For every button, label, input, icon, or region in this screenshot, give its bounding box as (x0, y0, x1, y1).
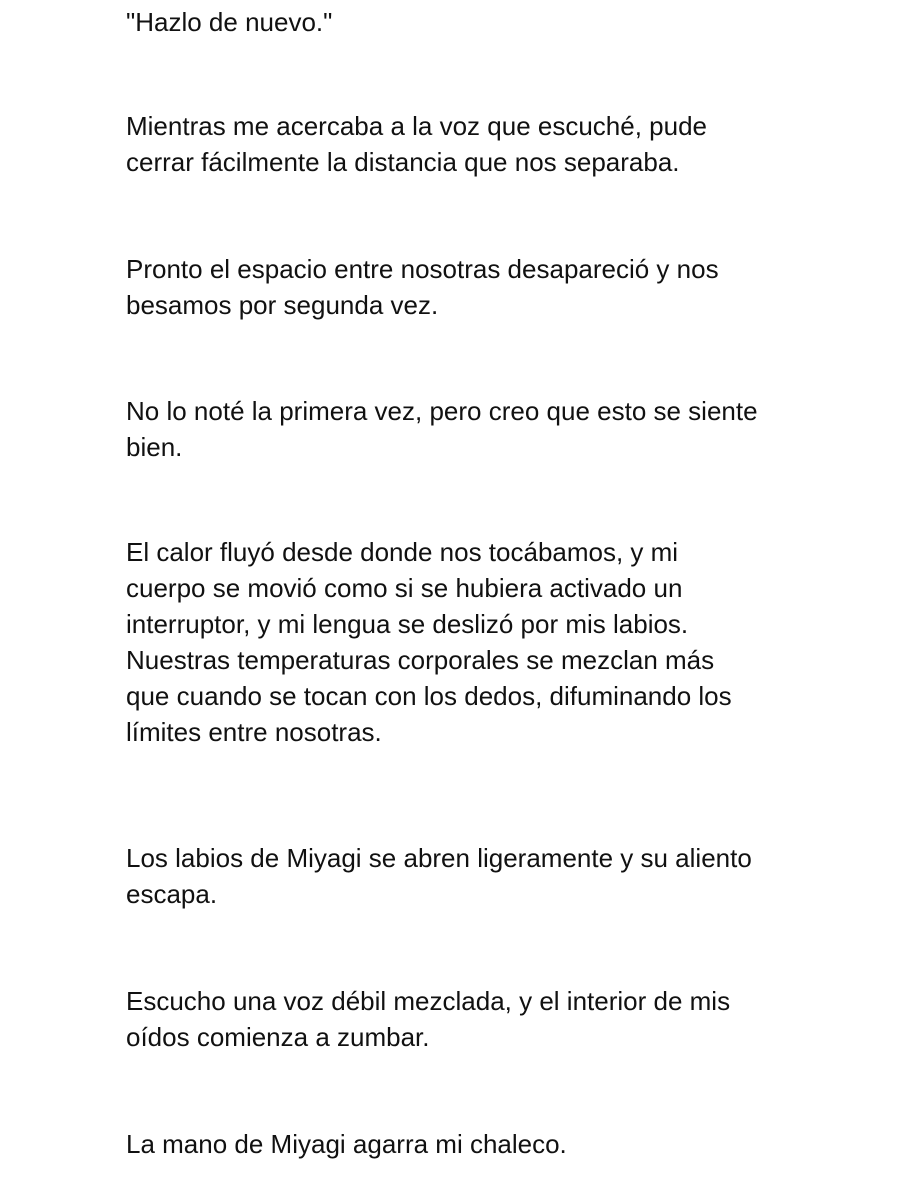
text-line: límites entre nosotras. (126, 717, 382, 747)
text-line: Pronto el espacio entre nosotras desapareció y nos (126, 254, 719, 284)
text-line: bien. (126, 432, 183, 462)
paragraph (126, 840, 806, 912)
text-line: No lo noté la primera vez, pero creo que esto se siente (126, 396, 758, 426)
text-line: cuerpo se movió como si se hubiera activado un (126, 573, 683, 603)
text-line: Mientras me acercaba a la voz que escuché, pude (126, 111, 708, 141)
paragraph (126, 251, 806, 323)
paragraph (126, 534, 806, 750)
paragraph (126, 108, 806, 180)
text-line: interruptor, y mi lengua se deslizó por mis labios. (126, 609, 689, 639)
text-line: cerrar fácilmente la distancia que nos separaba. (126, 147, 680, 177)
paragraph (126, 393, 806, 465)
text-line: Escucho una voz débil mezclada, y el interior de mis (126, 986, 731, 1016)
text-line: que cuando se tocan con los dedos, difuminando los (126, 681, 732, 711)
text-line: Los labios de Miyagi se abren ligeramente y su aliento (126, 843, 752, 873)
text-line: El calor fluyó desde donde nos tocábamos, y mi (126, 537, 679, 567)
paragraph (126, 4, 806, 40)
text-line: oídos comienza a zumbar. (126, 1022, 430, 1052)
text-line: escapa. (126, 879, 218, 909)
paragraph (126, 983, 806, 1055)
text-line: La mano de Miyagi agarra mi chaleco. (126, 1129, 567, 1159)
text-line: "Hazlo de nuevo." (126, 7, 333, 37)
text-line: besamos por segunda vez. (126, 290, 439, 320)
text-line: Nuestras temperaturas corporales se mezclan más (126, 645, 715, 675)
paragraph (126, 1126, 806, 1162)
